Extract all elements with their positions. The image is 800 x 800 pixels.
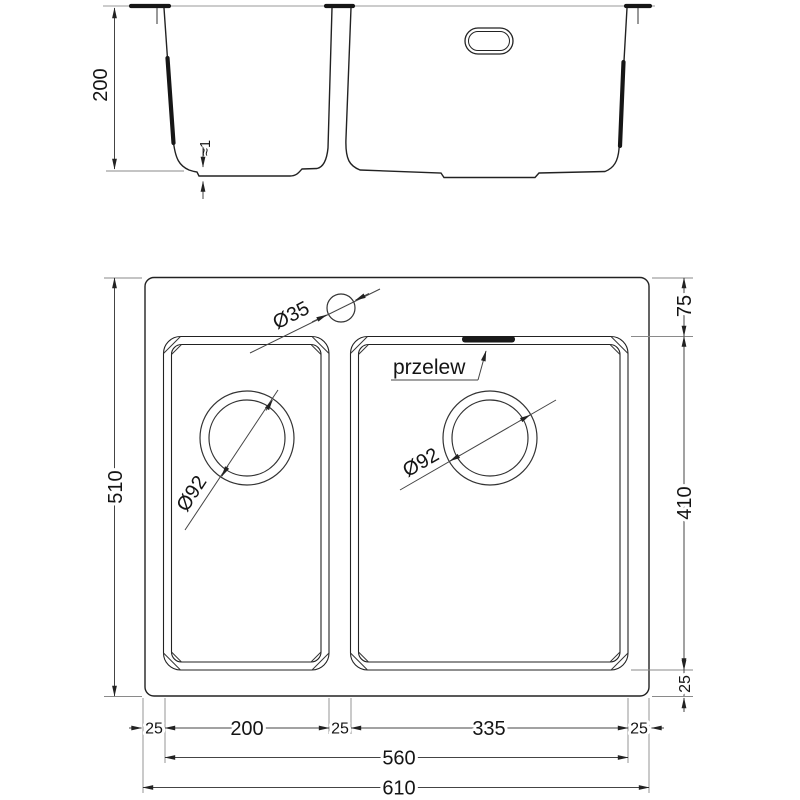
- dim-drain-right-label: Ø92: [399, 443, 443, 482]
- dim-faucet-label: Ø35: [269, 297, 314, 335]
- dim-rim-top-label: 75: [674, 294, 696, 318]
- dim-divider-label: 25: [331, 720, 349, 738]
- dim-bottom-row1: [129, 718, 664, 740]
- dim-rim-bottom-label: 25: [677, 675, 694, 693]
- overflow-hole-inner: [469, 32, 510, 51]
- dim-drain-left-label: Ø92: [172, 471, 212, 516]
- dim-step-label: ≈1: [198, 139, 214, 156]
- dim-overall-width-label: 610: [382, 777, 416, 800]
- dim-bowl-height-label: 410: [674, 486, 696, 520]
- small-bowl-drain-recess: [200, 391, 294, 485]
- dim-margin-right-label: 25: [630, 720, 648, 738]
- dim-margin-left-label: 25: [145, 720, 163, 738]
- wall-accent-right: [620, 62, 624, 146]
- dim-bowl2-width-label: 335: [472, 718, 506, 740]
- large-bowl-profile: [346, 8, 627, 178]
- plan-view: [104, 278, 696, 800]
- large-bowl-chamfers: [351, 337, 629, 671]
- dim-bottom-row2: [165, 748, 628, 770]
- dim-drain-left: [172, 390, 278, 530]
- large-bowl-outer: [351, 337, 629, 671]
- large-bowl-inner: [359, 345, 621, 663]
- overflow-label: przelew: [393, 356, 466, 379]
- wall-accent-left: [168, 58, 174, 143]
- dim-overall-height: [104, 278, 142, 697]
- sink-outline: [145, 278, 649, 697]
- dim-bowl1-width-label: 200: [230, 718, 264, 740]
- dim-overall-height-label: 510: [105, 470, 127, 504]
- dim-inner-span-label: 560: [382, 747, 416, 770]
- elevation-view: [90, 6, 655, 199]
- dim-drain-right: [399, 400, 556, 490]
- dim-bottom-row3: [143, 778, 649, 800]
- overflow-callout: [391, 351, 486, 380]
- small-bowl-profile: [164, 8, 332, 176]
- small-bowl-drain-hole: [209, 400, 285, 476]
- dim-depth-label: 200: [90, 68, 112, 102]
- overflow-mark: [462, 336, 515, 343]
- dim-right-chain: [631, 278, 696, 712]
